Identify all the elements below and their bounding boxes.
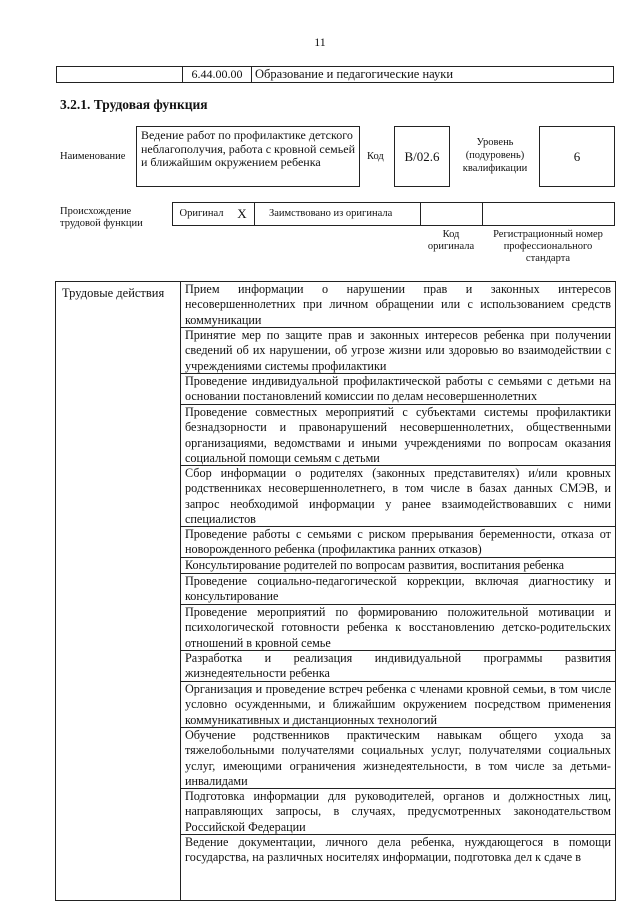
action-item: Проведение работы с семьями с риском прерывания беременности, отказа от новорожденного ребенка (профилактика ранних отказов) (181, 527, 615, 558)
action-item: Подготовка информации для руководителей, органов и должностных лиц, направляющих запросы, в случаях, предусмотренных законодательством Российской Федерации (181, 789, 615, 835)
action-item: Обучение родственников практическим навыкам общего ухода за тяжелобольными получателями социальных услуг, получателями социальных услуг, имеющими ограничения жизнедеятельности, в том числе за детьми-инвалидами (181, 728, 615, 789)
action-item: Консультирование родителей по вопросам развития, воспитания ребенка (181, 558, 615, 574)
action-item: Проведение мероприятий по формированию положительной мотивации и психологической готовности ребенка к восстановлению детско-родительских отношений в кровной семье (181, 605, 615, 651)
action-item: Прием информации о нарушении прав и законных интересов несовершеннолетних при личном обращении или с использованием средств коммуникации (181, 282, 615, 328)
code-original-cell (422, 203, 483, 225)
action-item: Проведение индивидуальной профилактической работы с семьями с детьми на основании постановлений комиссии по делам несовершеннолетних (181, 374, 615, 405)
original-label: Оригинал (179, 208, 224, 219)
action-item: Проведение социально-педагогической коррекции, включая диагностику и консультирование (181, 574, 615, 605)
borrowed-label: Заимствовано из оригинала (255, 203, 421, 225)
reg-number-label: Регистрационный номер профессионального стандарта (493, 229, 603, 264)
action-item: Разработка и реализация индивидуальной программы развития жизнедеятельности ребенка (181, 651, 615, 682)
empty-cell (57, 67, 183, 82)
okz-name: Образование и педагогические науки (255, 67, 454, 81)
name-label: Наименование (60, 151, 126, 162)
code-original-label: Код оригинала (427, 229, 475, 252)
code-label: Код (367, 151, 384, 162)
action-item: Сбор информации о родителях (законных представителях) и/или кровных родственниках несовершеннолетнего, в том числе в базах данных СМЭВ, и запрос необходимой информации у ранее взаимодействовавших с ними специалистов (181, 466, 615, 527)
labor-actions-label: Трудовые действия (62, 286, 165, 300)
action-item: Ведение документации, личного дела ребенка, нуждающегося в помощи государства, на различных носителях информации, подготовка дел к сдаче в (185, 835, 611, 865)
origin-row (172, 202, 615, 226)
function-code-value: B/02.6 (394, 126, 450, 187)
section-title: 3.2.1. Трудовая функция (60, 97, 208, 112)
action-item: Проведение совместных мероприятий с субъектами системы профилактики безнадзорности и правонарушений несовершеннолетних, общественными организациями, ведомствами и иными учреждениями по вопросам оказания социальной помощи семьям с детьми (181, 405, 615, 466)
original-mark: X (230, 203, 255, 225)
level-value: 6 (539, 126, 615, 187)
okz-code: 6.44.00.00 (183, 67, 252, 82)
level-label: Уровень (подуровень) квалификации (462, 137, 528, 174)
okz-code-row (56, 66, 614, 83)
action-item: Организация и проведение встреч ребенка с членами кровной семьи, в том числе условно осужденными, и ближайшим окружением посредством применения коммуникативных и дистанционных технологий (181, 682, 615, 728)
page-number: 11 (314, 35, 326, 49)
origin-label: Происхождение трудовой функции (60, 206, 143, 229)
function-name-value: Ведение работ по профилактике детского неблагополучия, работа с кровной семьей и ближайшим окружением ребенка (136, 126, 360, 187)
labor-actions-table (55, 281, 616, 901)
action-item: Принятие мер по защите прав и законных интересов ребенка при получении сведений об их нарушении, об угрозе жизни или здоровью во взаимодействии с учреждениями системы профилактики (181, 328, 615, 374)
